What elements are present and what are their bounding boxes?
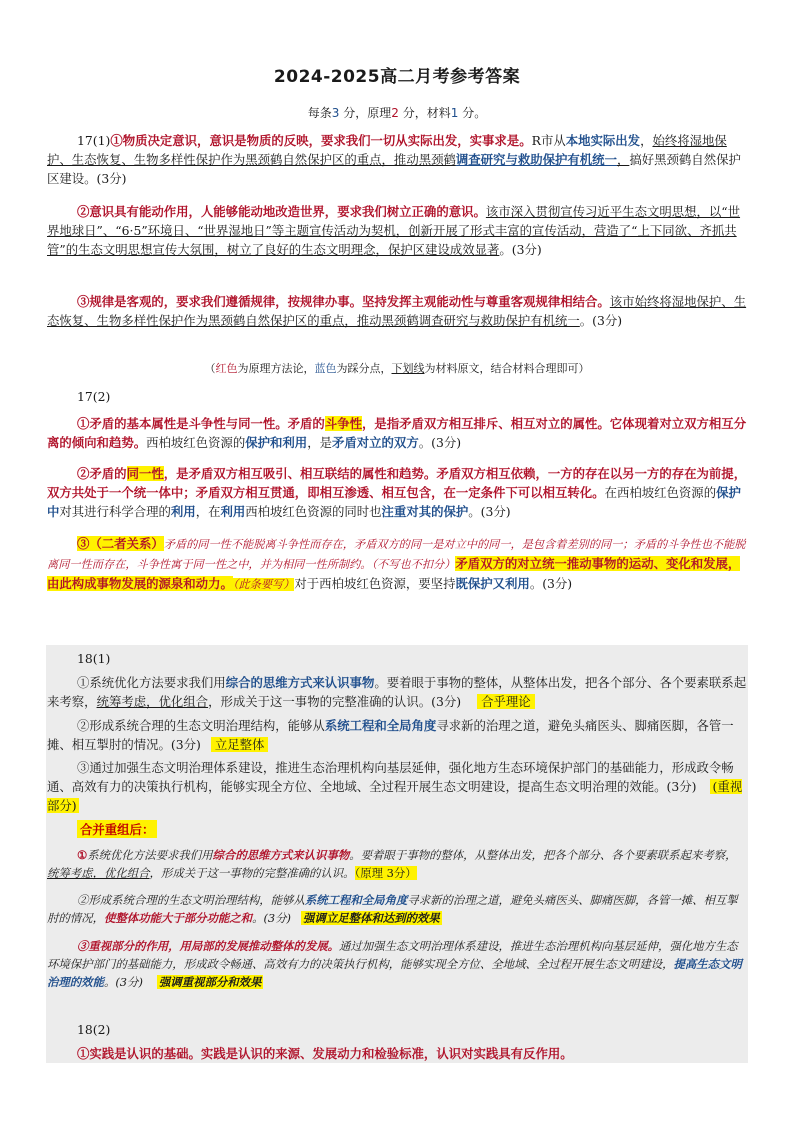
q17-1-point-2 xyxy=(47,202,747,259)
annotation-tag: 强调立足整体和达到的效果 xyxy=(302,911,440,925)
annotation-tag: 合乎理论 xyxy=(477,694,535,709)
body-text: 寻求新的治理之道，避免头痛医头、脚痛医脚，各管一摊、相互掣肘的情况， xyxy=(47,893,738,925)
score-text: 。(3分) xyxy=(529,576,573,591)
scoring-text: 每条 xyxy=(307,106,332,120)
key-point: 系统工程和全局角度 xyxy=(304,893,408,907)
body-text: 系统优化方法要求我们用 xyxy=(87,848,213,862)
relation-tag: ③（二者关系） xyxy=(77,536,164,551)
annotation-tag: 强调重视部分和效果 xyxy=(158,975,262,989)
body-text: 。要着眼于事物的整体，从整体出发，把各个部分、各个要素联系起来考察， xyxy=(47,675,747,709)
body-text: ①系统优化方法要求我们用 xyxy=(77,675,226,690)
principle-text: ，是指矛盾双方相互排斥、相互对立的属性。它体现着对立双方相互分离的倾向和趋势。 xyxy=(47,416,747,450)
question-number: 18(2) xyxy=(77,1022,111,1037)
legend-text: 为踩分点， xyxy=(336,362,392,375)
principle-text: ②矛盾的 xyxy=(77,466,127,481)
principle-text: ①物质决定意识，意识是物质的反映，要求我们一切从实际出发，实事求是。 xyxy=(110,133,532,148)
key-point: 保护和利用 xyxy=(245,435,308,450)
key-point: 利用 xyxy=(220,504,246,519)
legend-red: 红色 xyxy=(215,362,238,375)
key-point: 本地实际出发 xyxy=(565,133,641,148)
annotation-tag: 立足整体 xyxy=(211,737,269,752)
scoring-num: 1 xyxy=(450,106,459,120)
material-text: 统筹考虑，优化组合 xyxy=(96,694,209,709)
q18-1-point-2 xyxy=(47,716,747,754)
key-point: 系统工程和全局角度 xyxy=(324,718,437,733)
page-title: 2024-2025高二月考参考答案 xyxy=(273,67,521,87)
material-text: 该市始终将湿地保护、生态恢复、生物多样性保护作为黑颈鹤自然保护区的重点，推动黑颈鹤调查研究与救助保护有机统一 xyxy=(47,294,747,328)
optional-text: 矛盾的同一性不能脱离斗争性而存在，矛盾双方的同一是对立中的同一，是包含着差别的同一；矛盾的斗争性也不能脱离同一性而存在，斗争性寓于同一性之中，并为相同一性所制约。（不写也不扣分） xyxy=(47,538,746,571)
score-text: 。(3分) xyxy=(499,242,542,257)
color-legend xyxy=(0,360,794,376)
principle-text: ① xyxy=(77,848,88,862)
q17-2-point-2 xyxy=(47,464,747,521)
legend-text: 为原理方法论， xyxy=(237,362,315,375)
question-number: 18(1) xyxy=(77,651,111,666)
body-text: 对其进行科学合理的 xyxy=(59,504,171,519)
merged-point-2 xyxy=(47,891,747,927)
score-text: 。(3分) xyxy=(579,313,623,328)
key-point: 综合的思维方式来认识事物 xyxy=(225,675,375,690)
material-text: 始终将湿地保护、生态恢复、生物多样性保护作为黑颈鹤自然保护区的重点，推动黑颈鹤 xyxy=(47,133,727,167)
scoring-text: 分，原理 xyxy=(339,106,392,120)
principle-text: ①实践是认识的基础。实践是认识的来源、发展动力和检验标准，认识对实践具有反作用。 xyxy=(77,1046,573,1061)
highlight-term: 斗争性 xyxy=(324,416,362,431)
key-point: 注重对其的保护 xyxy=(381,504,469,519)
effect-text: 使整体功能大于部分功能之和 xyxy=(103,911,253,925)
body-text: ， xyxy=(640,133,653,148)
body-text: ，是 xyxy=(307,435,332,450)
body-text: 。要着眼于事物的整体，从整体出发，把各个部分、各个要素联系起来考察， xyxy=(349,848,737,862)
body-text: 对于西柏坡红色资源，要坚持 xyxy=(294,576,456,591)
question-number: 17(2) xyxy=(77,389,111,404)
key-point: 矛盾对立的双方 xyxy=(331,435,419,450)
body-text: ， xyxy=(616,152,630,167)
principle-text: ③规律是客观的，要求我们遵循规律，按规律办事。坚持发挥主观能动性与尊重客观规律相结合。 xyxy=(77,294,610,309)
scoring-num: 2 xyxy=(391,106,399,120)
principle-text: ②意识具有能动作用，人能够能动地改造世界，要求我们树立正确的意识。 xyxy=(77,204,486,219)
material-text: 统筹考虑，优化组合 xyxy=(47,866,150,880)
q17-1-point-1 xyxy=(47,131,747,188)
legend-blue: 蓝色 xyxy=(314,362,337,375)
key-point: 保护中 xyxy=(47,485,741,519)
highlight-sentence: 矛盾双方的对立统一推动事物的运动、变化和发展，由此构成事物发展的源泉和动力。 xyxy=(47,556,741,591)
body-text: ②形成系统合理的生态文明治理结构，能够从 xyxy=(77,718,325,733)
score-text: 。(3分) xyxy=(84,171,127,186)
merged-label: 合并重组后： xyxy=(77,820,157,838)
key-point: 综合的思维方式来认识事物 xyxy=(212,848,350,862)
score-text: 。(3分) xyxy=(468,504,511,519)
body-text: ②形成系统合理的生态文明治理结构，能够从 xyxy=(77,893,305,907)
highlight-term: 同一性 xyxy=(126,466,164,481)
q17-2-point-3 xyxy=(47,534,747,594)
principle-text: ③重视部分的作用，用局部的发展推动整体的发展。 xyxy=(77,939,339,953)
score-text: 。(3分) xyxy=(418,435,462,450)
scoring-rule xyxy=(0,104,794,121)
material-text: 搞好黑颈鹤自然保护区建设 xyxy=(47,152,741,186)
q18-1-point-3 xyxy=(47,758,747,815)
legend-underline: 下划线 xyxy=(391,362,425,375)
required-note: （此条要写） xyxy=(232,578,295,591)
key-point: 利用 xyxy=(170,504,196,519)
body-text: ，形成关于这一事物的完整准确的认识。(3分) xyxy=(208,694,462,709)
question-number: 17(1) xyxy=(77,133,111,148)
body-text: 在西柏坡红色资源的 xyxy=(604,485,717,500)
principle-text: ，是矛盾双方相互吸引、相互联结的属性和趋势。矛盾双方相互依赖，一方的存在以另一方的存在为前提，双方共处于一个统一体中；矛盾双方相互贯通，即相互渗透、相互包含，在一定条件下可以相互转化。 xyxy=(47,466,747,500)
body-text: R市从 xyxy=(531,133,566,148)
q17-2-point-1 xyxy=(47,414,747,452)
key-point: 既保护又利用 xyxy=(455,576,530,591)
body-text: 通过加强生态文明治理体系建设，推进生态治理机构向基层延伸，强化地方生态环境保护部门的基础能力，形成政令畅通、高效有力的决策执行机构，能够实现全方位、全地域、全过程开展生态文明建设， xyxy=(47,939,738,971)
score-tag: （原理 3分） xyxy=(354,866,417,880)
principle-text: ①矛盾的基本属性是斗争性与同一性。矛盾的 xyxy=(77,416,325,431)
merged-point-3 xyxy=(47,937,747,991)
body-text: 西柏坡红色资源的 xyxy=(146,435,246,450)
body-text: 寻求新的治理之道，避免头痛医头、脚痛医脚，各管一摊、相互掣肘的情况。(3分) xyxy=(47,718,734,752)
body-text: ，在 xyxy=(195,504,221,519)
q18-2-point-1 xyxy=(47,1044,747,1063)
scoring-num: 3 xyxy=(331,106,340,120)
body-text: ，形成关于这一事物的完整准确的认识。 xyxy=(149,866,355,880)
annotation-tag: (重视部分) xyxy=(47,779,743,813)
legend-text: 为材料原文，结合材料合理即可） xyxy=(424,362,590,375)
body-text: 西柏坡红色资源的同时也 xyxy=(245,504,382,519)
body-text: ③通过加强生态文明治理体系建设，推进生态治理机构向基层延伸，强化地方生态环境保护部门的基础能力，形成政令畅通、高效有力的决策执行机构，能够实现全方位、全地域、全过程开展生态文明建设，提高生态文明治理的效能。(3分) xyxy=(47,760,734,794)
legend-text: （ xyxy=(204,362,216,375)
merged-point-1 xyxy=(47,846,747,882)
score-text: 。(3分) xyxy=(103,975,143,989)
key-point: 提高生态文明治理的效能 xyxy=(47,957,742,989)
q18-1-point-1 xyxy=(47,673,747,711)
material-text: 该市深入贯彻宣传习近平生态文明思想，以“世界地球日”、“6·5”环境日、“世界湿地日”等主题宣传活动为契机，创新开展了形式丰富的宣传活动，营造了“上下同欲、齐抓共管”的生态文明思想宣传大氛围，树立了良好的生态文明理念，保护区建设成效显著 xyxy=(47,204,741,257)
score-text: 。(3分) xyxy=(252,911,291,925)
scoring-text: 分。 xyxy=(458,106,487,120)
key-point: 调查研究与救助保护有机统一 xyxy=(455,152,617,167)
scoring-text: 分，材料 xyxy=(398,106,451,120)
q17-1-point-3 xyxy=(47,292,747,330)
